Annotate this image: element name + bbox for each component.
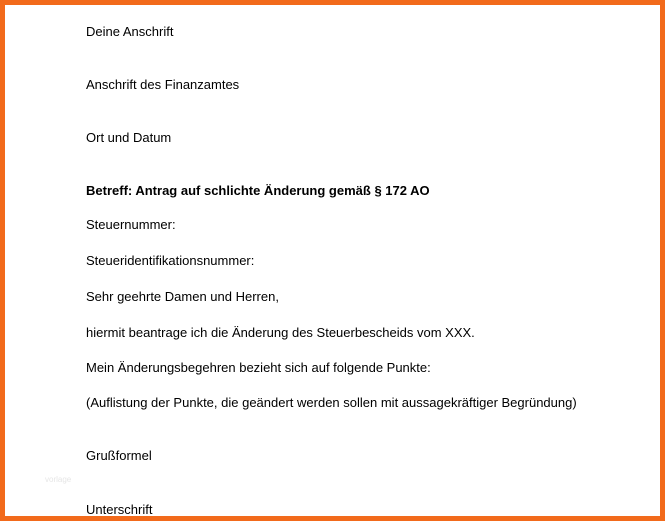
sender-address-line: Deine Anschrift xyxy=(86,24,174,39)
closing-line: Grußformel xyxy=(86,448,152,463)
watermark-text: vorlage xyxy=(45,475,72,484)
place-date-line: Ort und Datum xyxy=(86,130,172,145)
tax-number-line: Steuernummer: xyxy=(86,217,176,232)
salutation-line: Sehr geehrte Damen und Herren, xyxy=(86,289,279,304)
subject-line: Betreff: Antrag auf schlichte Änderung gemäß § 172 AO xyxy=(86,183,430,198)
points-list-line: (Auflistung der Punkte, die geändert werden sollen mit aussagekräftiger Begründung) xyxy=(86,395,577,410)
request-line: hiermit beantrage ich die Änderung des Steuerbescheids vom XXX. xyxy=(86,325,475,340)
tax-id-line: Steueridentifikationsnummer: xyxy=(86,253,255,268)
tax-office-address-line: Anschrift des Finanzamtes xyxy=(86,77,240,92)
signature-line: Unterschrift xyxy=(86,502,153,517)
points-intro-line: Mein Änderungsbegehren bezieht sich auf folgende Punkte: xyxy=(86,360,431,375)
